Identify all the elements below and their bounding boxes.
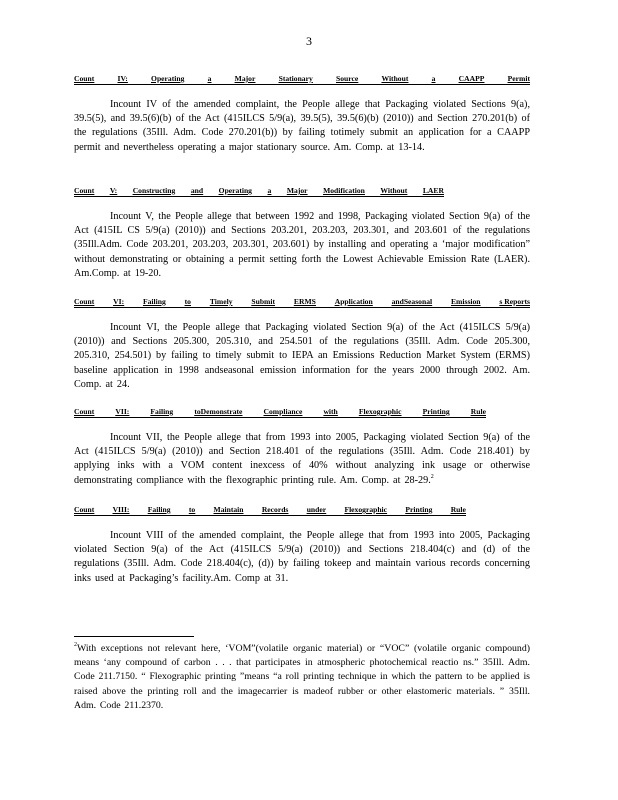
section-body: Incount VII, the People allege that from 1993 into 2005, Packaging violated Section 9(a) of the Act (415ILCS 5/9(a) (2010)) and Section 218.401 of the regulations (35Ill. Adm. Code 218.401) by applying inks with a VOM content inexcess of 40% without analyzing ink usage or otherwise demonstrating compliance with the flexographic printing rule. Am. Comp. at 28-29.$^2$ xyxy=(74,432,530,486)
section-body: Incount V, the People allege that between 1992 and 1998, Packaging violated Section 9(a) of the Act (415IL CS 5/9(a) (2010)) and Sections 203.201, 203.203, 203.301, and 203.601 of the regulations (35Ill.Adm. Code 203.201, 203.203, 203.301, 203.601) by installing and operating a ‘major modification” without demonstrating or obtaining a permit setting forth the Lowest Achievable Emission Rate (LAER). Am.Comp. at 19-20. xyxy=(74,211,530,279)
section-body: Incount VI, the People allege that Packaging violated Section 9(a) of the Act (415ILCS 5/9(a) (2010)) and Sections 205.300, 205.310, and 254.501 of the regulations (35Ill. Adm. Code 205.300, 205.310, 254.501) by failing to timely submit to IEPA an Emissions Reduction Market System (ERMS) baseline application in 1998 andseasonal emission information for the years 2000 through 2002. Am. Comp. at 24. xyxy=(74,322,530,390)
section-count-iv xyxy=(74,74,530,155)
page-number: 3 xyxy=(306,34,312,48)
footnote xyxy=(74,642,530,713)
footnote-mark: 2 xyxy=(74,642,77,648)
section-body: Incount IV of the amended complaint, the People allege that Packaging violated Sections 9(a), 39.5(5), and 39.5(6)(b) of the Act (415ILCS 5/9(a), 39.5(5), 39.5(6)(b) (2010)) and Section 270.201(b) of the regulations (35Ill. Adm. Code 270.201(b)) by failing totimely submit an application for a CAAPP permit and nevertheless operating a major stationary source. Am. Comp. at 13-14. xyxy=(74,99,530,153)
section-count-viii xyxy=(74,505,530,586)
section-count-vi xyxy=(74,297,530,392)
section-count-v xyxy=(74,186,530,281)
footnote-text: With exceptions not relevant here, ‘VOM”(volatile organic material) or “VOC” (volatile organic compound) means ‘any compound of carbon . . . that participates in atmospheric photochemical reactio ns.” 35Ill. Adm. Code 211.7150. “ Flexographic printing ”means “a roll printing technique in which the pattern to be applied is raised above the printing roll and the imagecarrier is madeof rubber or other elastomeric materials. ” 35Ill. Adm. Code 211.2370. xyxy=(74,643,530,711)
section-heading: Count VII: Failing toDemonstrate Compliance with Flexographic Printing Rule xyxy=(74,407,486,416)
footnote-divider xyxy=(74,636,194,637)
section-count-vii xyxy=(74,407,530,488)
section-heading: Count V: Constructing and Operating a Major Modification Without LAER xyxy=(74,186,444,195)
footnote-reference: 2 xyxy=(430,473,434,480)
section-heading: Count IV: Operating a Major Stationary Source Without a CAAPP Permit xyxy=(74,74,530,83)
section-heading: Count VIII: Failing to Maintain Records under Flexographic Printing Rule xyxy=(74,505,466,514)
section-heading: Count VI: Failing to Timely Submit ERMS Application andSeasonal Emission s Reports xyxy=(74,297,530,306)
section-body: Incount VIII of the amended complaint, the People allege that from 1993 into 2005, Packaging violated Section 9(a) of the Act (415ILCS 5/9(a) (2010)) and Sections 218.404(c) and (d) of the regulations (35Ill. Adm. Code 218.404(c), (d)) by failing tokeep and maintain various records concerning inks used at Packaging’s facility.Am. Comp at 31. xyxy=(74,530,530,584)
